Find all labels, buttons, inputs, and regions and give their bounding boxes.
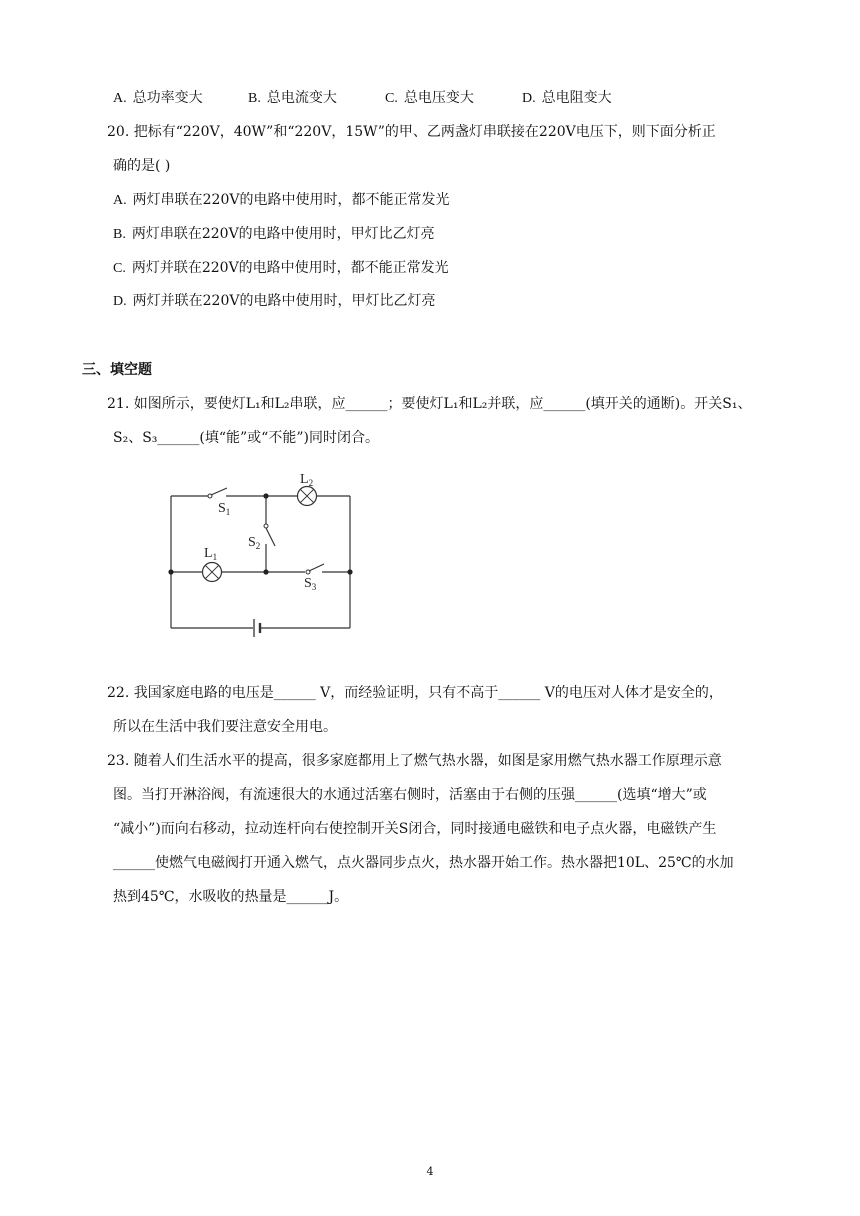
q20-option-c: C. 两灯并联在220V的电路中使用时，都不能正常发光 — [113, 260, 449, 276]
page-number: 4 — [426, 1165, 434, 1178]
label-l2: $L_2$ — [300, 472, 314, 488]
lamp-l2-icon — [298, 487, 317, 506]
q22-line2: 所以在生活中我们要注意安全用电。 — [113, 719, 337, 735]
label-s3: $S_3$ — [304, 576, 317, 592]
label-s2: $S_2$ — [248, 535, 261, 551]
q23-line2: 图。当打开淋浴阀，有流速很大的水通过活塞右侧时，活塞由于右侧的压强______(选填“增大”或 — [113, 787, 707, 803]
q23-line4: ______使燃气电磁阀打开通入燃气，点火器同步点火，热水器开始工作。热水器把10L、25℃的水加 — [113, 855, 734, 871]
label-l1: $L_1$ — [204, 546, 218, 562]
switch-s1 — [208, 488, 227, 498]
q23-line5: 热到45℃，水吸收的热量是______J。 — [113, 889, 349, 905]
switch-s2 — [264, 524, 275, 546]
label-s1: $S_1$ — [218, 501, 231, 517]
q20-option-d: D. 两灯并联在220V的电路中使用时，甲灯比乙灯亮 — [113, 293, 436, 309]
junction-dot — [263, 569, 268, 574]
section-title-fill-in: 三、填空题 — [82, 362, 152, 378]
q20-option-a: A. 两灯串联在220V的电路中使用时，都不能正常发光 — [113, 192, 450, 208]
q23-line1: 23. 随着人们生活水平的提高，很多家庭都用上了燃气热水器，如图是家用燃气热水器工作原理示意 — [107, 753, 722, 769]
q20-stem-line1: 20. 把标有“220V，40W”和“220V，15W”的甲、乙两盏灯串联接在220V电压下，则下面分析正 — [107, 124, 716, 140]
junction-dot — [347, 569, 352, 574]
junction-dot — [168, 569, 173, 574]
q20-stem-line2: 确的是( ) — [113, 158, 171, 174]
q19-option-c: C. 总电压变大 — [385, 90, 474, 106]
junction-dot — [263, 493, 268, 498]
q19-option-b: B. 总电流变大 — [248, 90, 337, 106]
q19-option-d: D. 总电阻变大 — [522, 90, 612, 106]
circuit-diagram — [160, 466, 360, 644]
lamp-l1-icon — [203, 563, 222, 582]
q19-option-a: A. 总功率变大 — [113, 90, 203, 106]
switch-s3 — [306, 564, 324, 574]
q20-option-b: B. 两灯串联在220V的电路中使用时，甲灯比乙灯亮 — [113, 226, 435, 242]
q21-line1: 21. 如图所示，要使灯L₁和L₂串联，应______；要使灯L₁和L₂并联，应______(填开关的通断)。开关S₁、 — [107, 396, 752, 412]
q22-line1: 22. 我国家庭电路的电压是______ V，而经验证明，只有不高于______ V的电压对人体才是安全的， — [107, 685, 723, 701]
q21-line2: S₂、S₃______(填“能”或“不能”)同时闭合。 — [113, 430, 379, 446]
q23-line3: “减小”)而向右移动，拉动连杆向右使控制开关S闭合，同时接通电磁铁和电子点火器，电磁铁产生 — [113, 821, 717, 837]
battery-icon — [254, 619, 260, 637]
